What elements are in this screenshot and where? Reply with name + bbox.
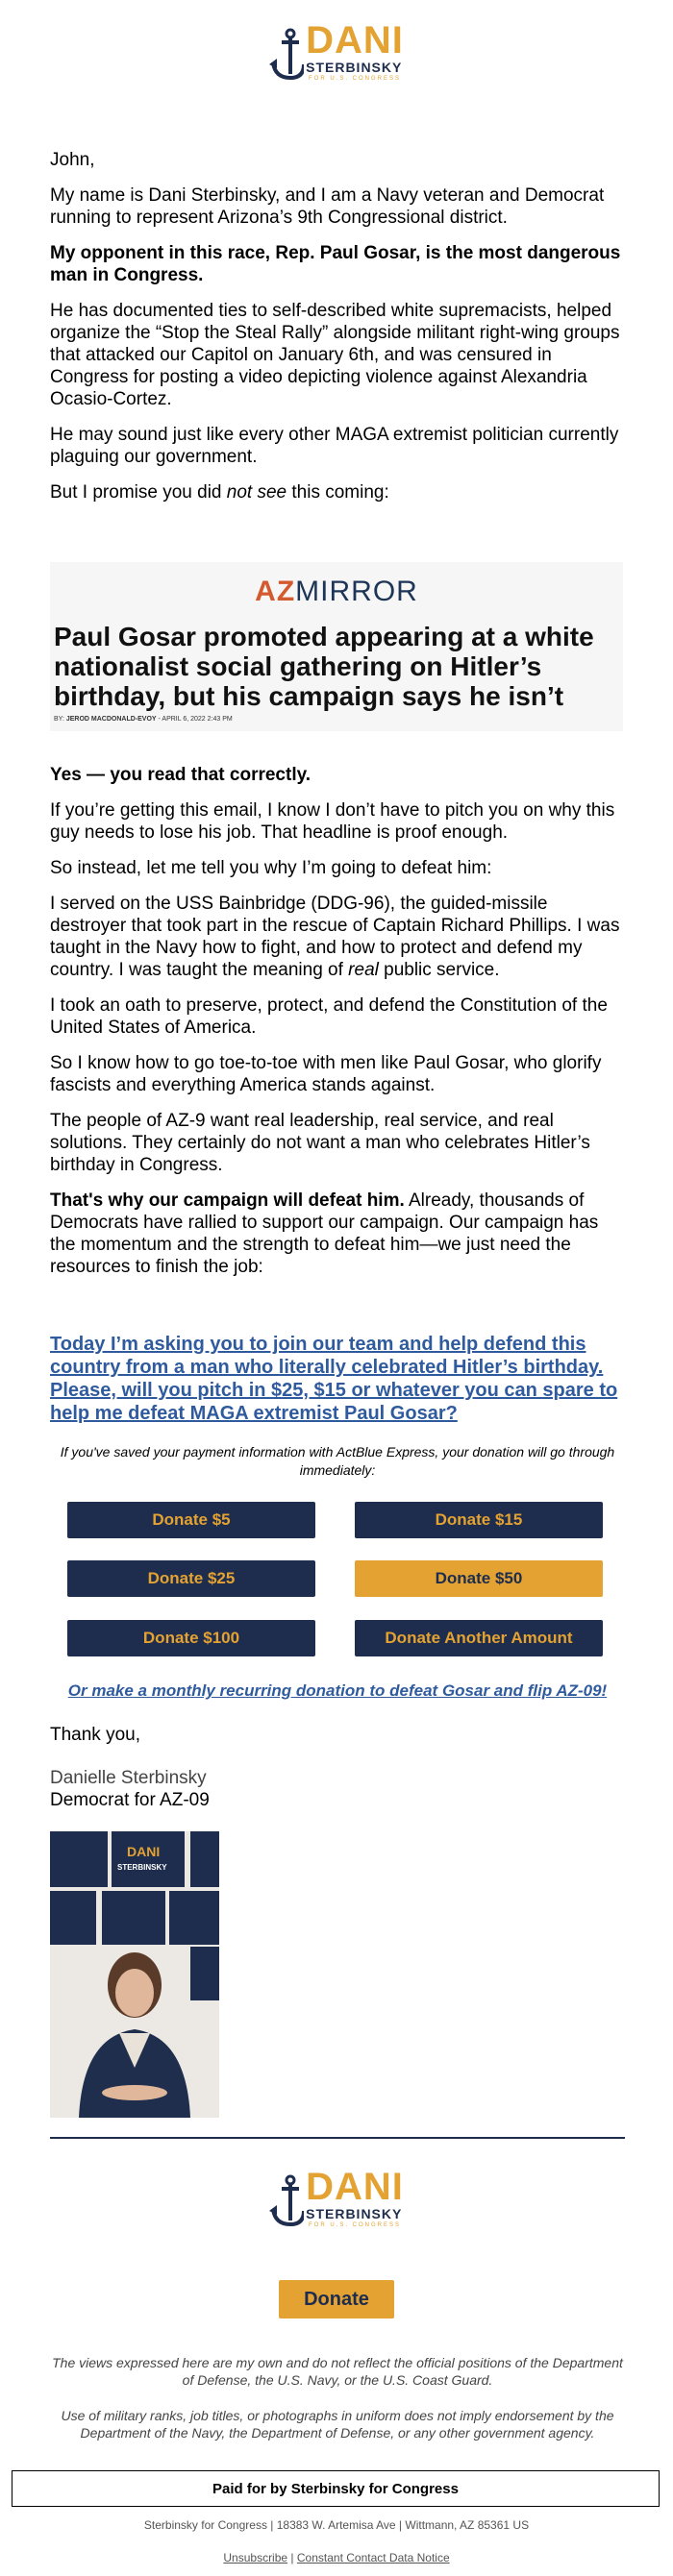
- paragraph-az9: The people of AZ-9 want real leadership, real service, and real solutions. They certainly do not want a man who celebrates Hitler’s birthday in Congress.: [50, 1111, 590, 1175]
- footer-logo-last-name: STERBINSKY: [306, 2206, 403, 2221]
- donate-5-button[interactable]: Donate $5: [67, 1502, 315, 1538]
- news-byline: [54, 716, 233, 723]
- paragraph-oath: I took an oath to preserve, protect, and defend the Constitution of the United States of America.: [50, 995, 608, 1038]
- logo-last-name: STERBINSKY: [306, 60, 403, 75]
- body-text: [50, 764, 625, 1291]
- footer-logo-tagline: FOR U.S. CONGRESS: [308, 2222, 401, 2228]
- byline-prefix: BY:: [54, 716, 66, 723]
- donate-other-button[interactable]: Donate Another Amount: [355, 1620, 603, 1656]
- candidate-photo-art: [50, 1831, 219, 2118]
- paragraph-campaign: [50, 1190, 625, 1278]
- intro-text: [50, 149, 625, 517]
- footer-logo-first-name: DANI: [306, 2166, 404, 2208]
- byline-date: - APRIL 6, 2022 2:43 PM: [156, 716, 233, 723]
- paragraph-maga: He may sound just like every other MAGA extremist politician currently plaguing our government.: [50, 425, 619, 467]
- paragraph-yes: Yes — you read that correctly.: [50, 765, 312, 785]
- greeting: John,: [50, 150, 95, 170]
- recurring-donation-link[interactable]: Or make a monthly recurring donation to defeat Gosar and flip AZ-09!: [67, 1681, 608, 1700]
- campaign-bold: That's why our campaign will defeat him.: [50, 1190, 405, 1211]
- logo-tagline: FOR U.S. CONGRESS: [308, 76, 401, 82]
- promise-emphasis: not see: [226, 482, 287, 503]
- footer-logo: [0, 2168, 673, 2233]
- paragraph-ties: He has documented ties to self-described white supremacists, helped organize the “Stop the Steal Rally” alongside militant right-wing groups that attacked our Capitol on January 6th, and was censured in Congress for posting a video depicting violence against Alexandria Ocasio-Cortez.: [50, 301, 620, 409]
- signature-name: Danielle Sterbinsky: [50, 1768, 207, 1788]
- disclaimer-ranks: Use of military ranks, job titles, or photographs in uniform does not imply endorsement by the Department of the Navy, the Department of Defense, or any other government agency.: [61, 2408, 614, 2441]
- footer-anchor-icon: [269, 2174, 304, 2228]
- paragraph-navy: [50, 893, 625, 981]
- donate-100-button[interactable]: Donate $100: [67, 1620, 315, 1656]
- donate-cta-link[interactable]: Today I’m asking you to join our team and help defend this country from a man who literally celebrated Hitler’s birthday. Please, will you pitch in $25, $15 or whatever you can spare to help me defeat MAGA extremist Paul Gosar?: [50, 1334, 618, 1424]
- news-brand-mirror: MIRROR: [295, 576, 418, 607]
- byline-author: JEROD MACDONALD-EVOY: [65, 716, 157, 723]
- campaign-rest: Already, thousands of Democrats have rallied to support our campaign. Our campaign has the momentum and the strength to defeat him—we just need the resources to finish the job:: [50, 1190, 599, 1277]
- news-brand-az: AZ: [255, 576, 296, 607]
- paragraph-intro: My name is Dani Sterbinsky, and I am a Navy veteran and Democrat running to represent Arizona’s 9th Congressional district.: [50, 185, 605, 228]
- paragraph-instead: So instead, let me tell you why I’m going to defeat him:: [50, 858, 492, 878]
- paragraph-opponent: My opponent in this race, Rep. Paul Gosar, is the most dangerous man in Congress.: [50, 243, 621, 285]
- donate-15-button[interactable]: Donate $15: [355, 1502, 603, 1538]
- data-notice-link[interactable]: Constant Contact Data Notice: [296, 2551, 450, 2564]
- news-brand: [50, 576, 623, 608]
- news-screenshot[interactable]: [50, 562, 623, 731]
- navy-emphasis: real: [348, 960, 379, 980]
- thanks: Thank you,: [50, 1725, 140, 1745]
- donate-50-button[interactable]: Donate $50: [355, 1560, 603, 1597]
- signature-title: Democrat for AZ-09: [50, 1790, 210, 1810]
- navy-text-a: I served on the USS Bainbridge (DDG-96), the guided-missile destroyer that took part in the rescue of Captain Richard Phillips. I was taught in the Navy how to fight, and how to protect and defend my country. I was taught the meaning of: [50, 894, 620, 980]
- footer-divider: [50, 2137, 625, 2139]
- header-logo: [0, 21, 673, 86]
- paragraph-toe: So I know how to go toe-to-toe with men like Paul Gosar, who glorify fascists and everything America stands against.: [50, 1053, 602, 1095]
- sign-text-name: DANI: [127, 1844, 161, 1859]
- logo-first-name: DANI: [306, 19, 404, 61]
- footer-donate-button[interactable]: Donate: [279, 2280, 394, 2318]
- footer-address: Sterbinsky for Congress | 18383 W. Artemisa Ave | Wittmann, AZ 85361 US: [143, 2518, 530, 2532]
- sign-text-surname: STERBINSKY: [117, 1863, 167, 1872]
- footer-separator: |: [287, 2551, 297, 2564]
- donate-25-button[interactable]: Donate $25: [67, 1560, 315, 1597]
- actblue-note: If you've saved your payment information with ActBlue Express, your donation will go through immediately:: [60, 1444, 615, 1478]
- paid-for-notice: Paid for by Sterbinsky for Congress: [12, 2470, 660, 2507]
- disclaimer-views: The views expressed here are my own and do not reflect the official positions of the Department of Defense, the U.S. Navy, or the U.S. Coast Guard.: [52, 2355, 623, 2388]
- unsubscribe-link[interactable]: Unsubscribe: [223, 2551, 288, 2564]
- anchor-icon: [269, 28, 304, 82]
- paragraph-promise: [50, 481, 625, 503]
- candidate-photo: [50, 1831, 219, 2118]
- navy-text-b: public service.: [378, 960, 500, 980]
- footer-links: [0, 2551, 673, 2564]
- promise-text-b: this coming:: [287, 482, 389, 503]
- promise-text-a: But I promise you did: [50, 482, 227, 503]
- news-headline: Paul Gosar promoted appearing at a white nationalist social gathering on Hitler’s birthday, but his campaign says he isn’t: [54, 622, 594, 711]
- paragraph-pitch: If you’re getting this email, I know I don’t have to pitch you on why this guy needs to lose his job. That headline is proof enough.: [50, 800, 615, 843]
